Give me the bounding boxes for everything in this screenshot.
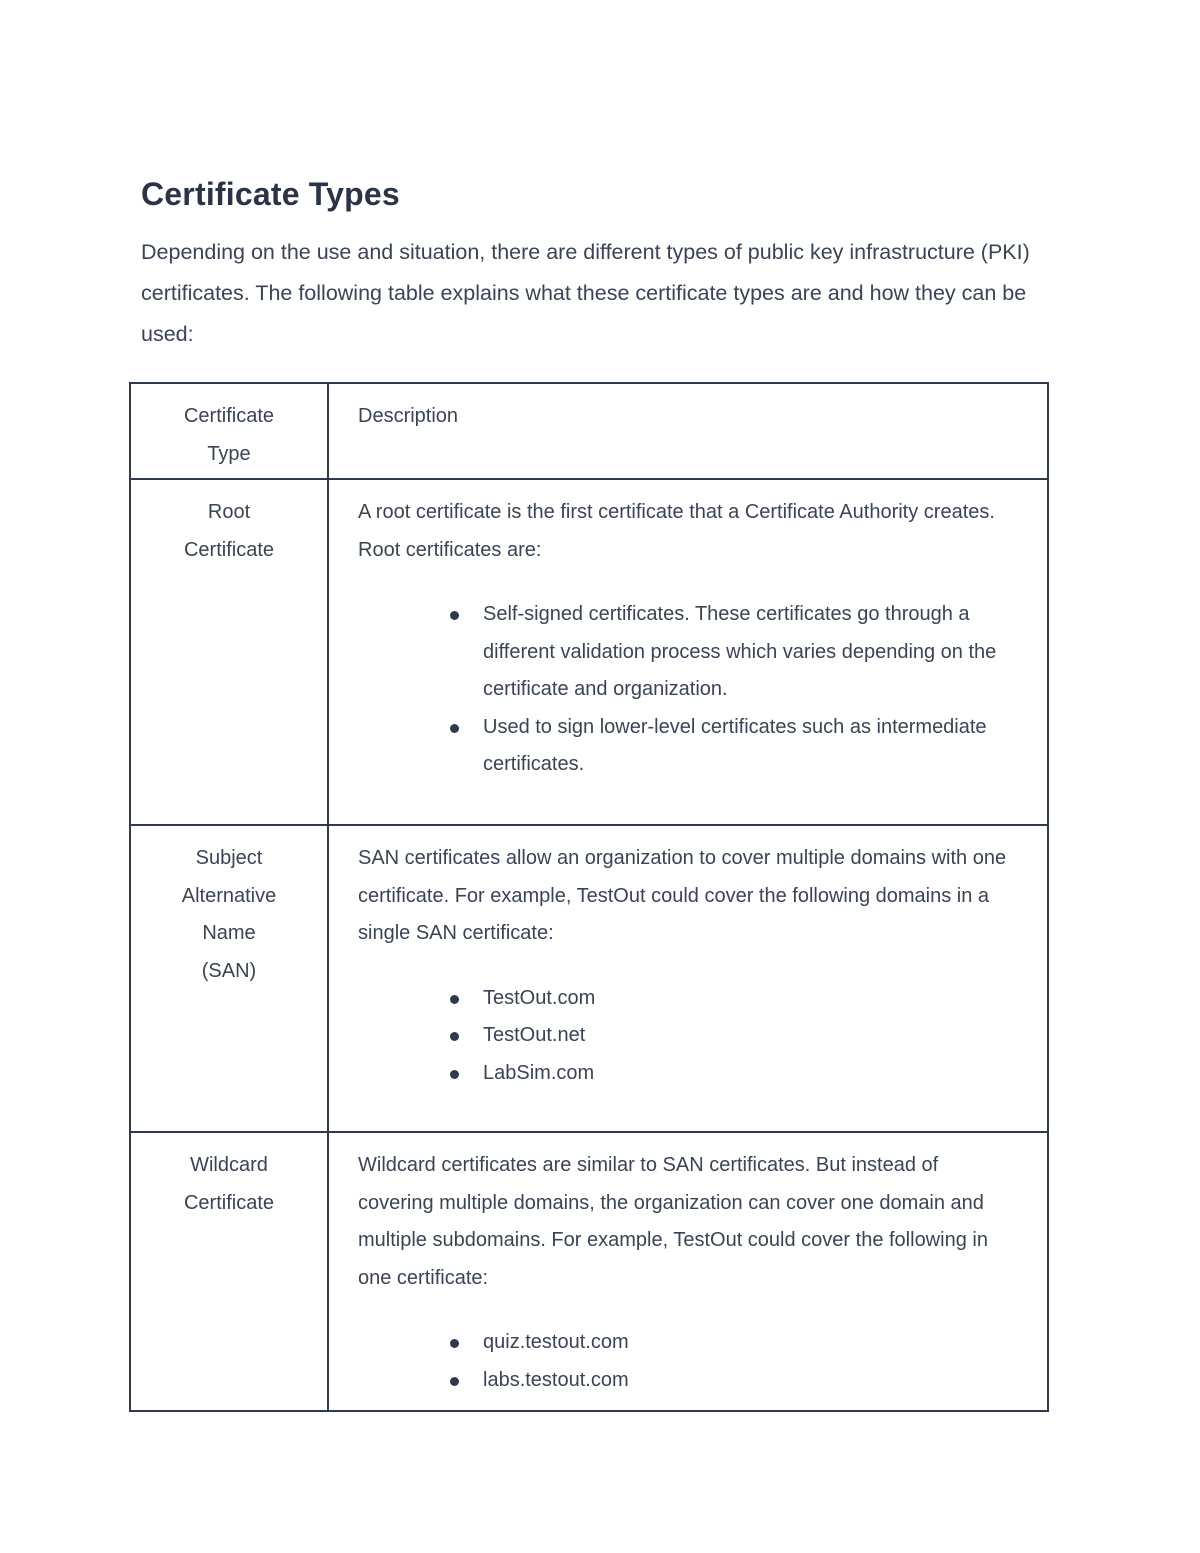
table-row-root-certificate <box>130 479 1048 825</box>
type-cell <box>130 479 328 825</box>
type-cell <box>130 825 328 1132</box>
type-cell <box>130 1132 328 1411</box>
bullet-list <box>358 596 1019 784</box>
description-cell <box>328 825 1048 1132</box>
certificate-description: A root certificate is the first certificate that a Certificate Authority creates. Root certificates are: <box>358 501 995 561</box>
certificate-types-table <box>129 382 1049 1412</box>
page-title: Certificate Types <box>141 176 400 212</box>
bullet-item: TestOut.net <box>483 1017 1019 1055</box>
certificate-type-name: Root Certificate <box>183 501 275 561</box>
table-header-row <box>130 383 1048 479</box>
table-row-wildcard-certificate <box>130 1132 1048 1411</box>
bullet-item: LabSim.com <box>483 1055 1019 1093</box>
bullet-item: quiz.testout.com <box>483 1324 1019 1362</box>
header-type-label: Certificate Type <box>183 405 275 465</box>
bullet-list <box>358 1324 1019 1399</box>
bullet-list <box>358 980 1019 1093</box>
bullet-item: labs.testout.com <box>483 1362 1019 1400</box>
table-row-san-certificate <box>130 825 1048 1132</box>
certificate-description: Wildcard certificates are similar to SAN certificates. But instead of covering multiple domains, the organization can cover one domain and multiple subdomains. For example, TestOut could cover the following in one certificate: <box>358 1154 988 1289</box>
header-cell-type <box>130 383 328 479</box>
header-description-label: Description <box>358 405 459 427</box>
bullet-item: TestOut.com <box>483 980 1019 1018</box>
certificate-description: SAN certificates allow an organization to cover multiple domains with one certificate. For example, TestOut could cover the following domains in a single SAN certificate: <box>358 847 1007 944</box>
description-cell <box>328 479 1048 825</box>
header-cell-description <box>328 383 1048 479</box>
description-cell <box>328 1132 1048 1411</box>
certificate-type-name: Subject Alternative Name (SAN) <box>181 847 277 982</box>
intro-paragraph: Depending on the use and situation, there are different types of public key infrastructure (PKI) certificates. The following table explains what these certificate types are and how they can be used: <box>141 240 1030 346</box>
bullet-item: Self-signed certificates. These certificates go through a different validation process which varies depending on the certificate and organization. <box>483 596 1019 709</box>
certificate-type-name: Wildcard Certificate <box>183 1154 275 1214</box>
bullet-item: Used to sign lower-level certificates such as intermediate certificates. <box>483 709 1019 784</box>
